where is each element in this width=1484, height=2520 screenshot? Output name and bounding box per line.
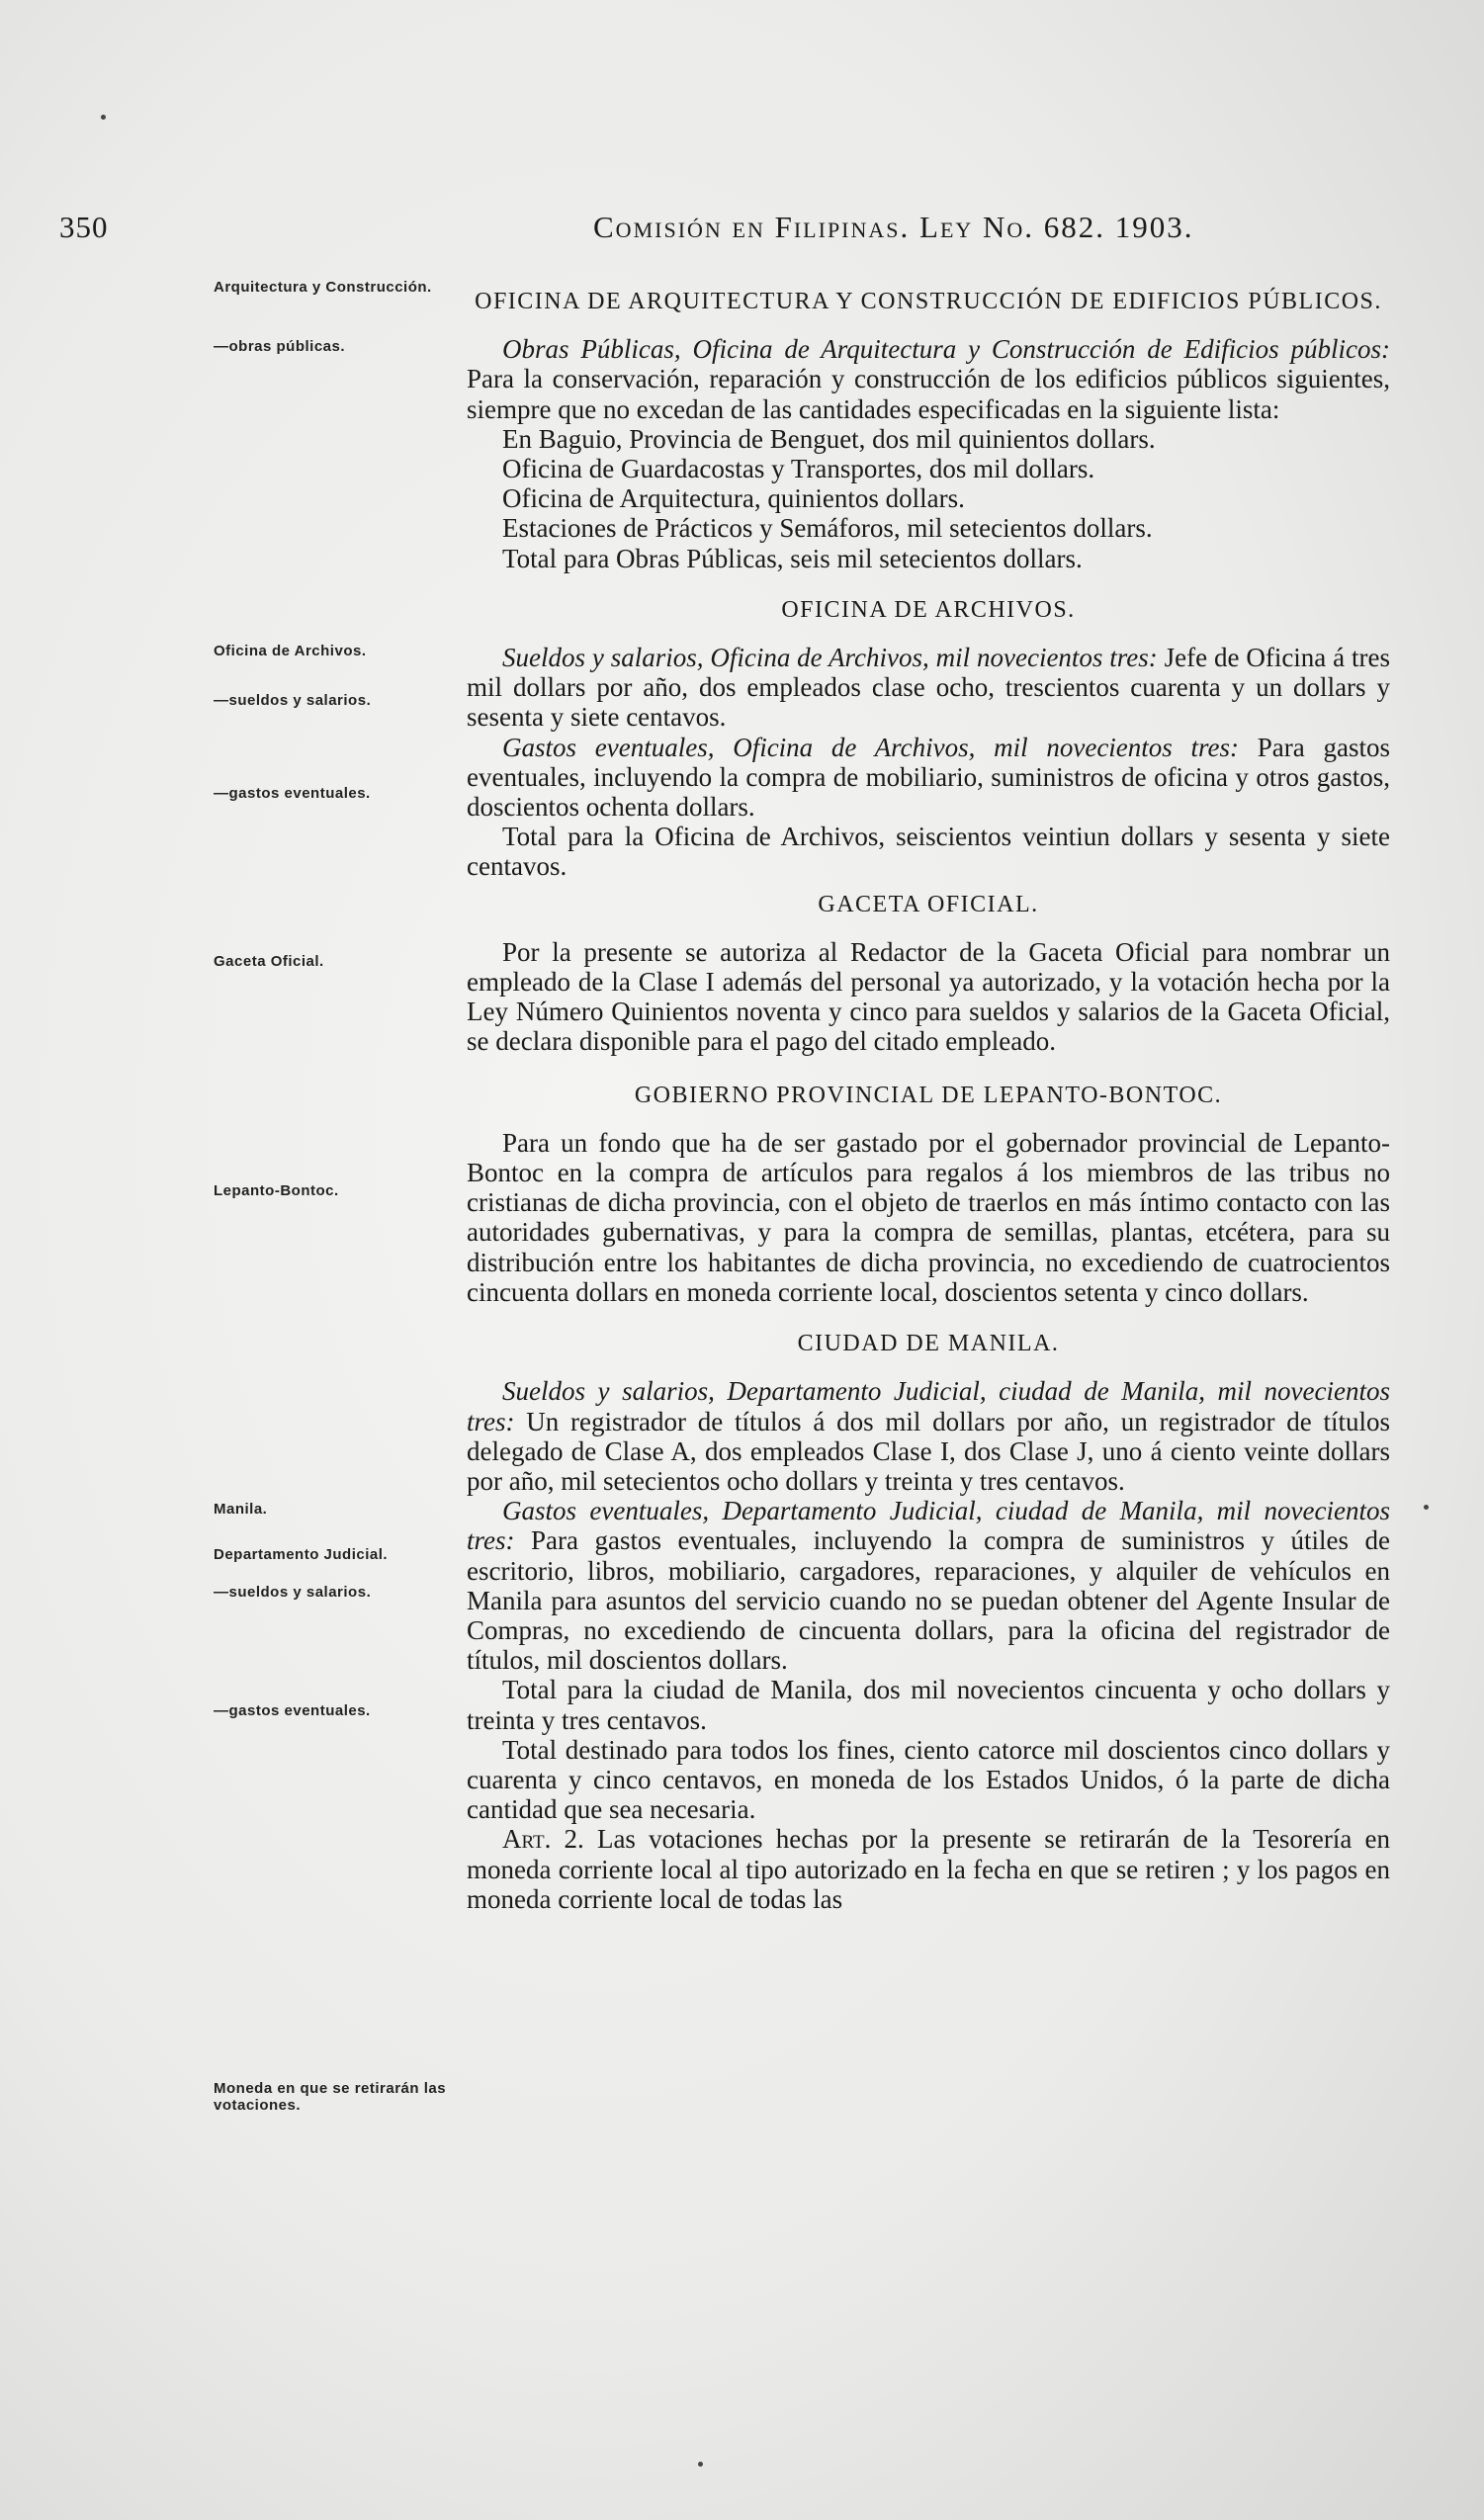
- list-item: Total para Obras Públicas, seis mil setecientos dollars.: [502, 543, 1083, 573]
- section-heading: GACETA OFICIAL.: [818, 891, 1039, 917]
- running-head: Comisión en Filipinas. Ley No. 682. 1903.: [593, 210, 1194, 244]
- paragraph-lead: Obras Públicas, Oficina de Arquitectura y Construcción de Edificios públicos:: [502, 334, 1390, 365]
- section-heading: CIUDAD DE MANILA.: [797, 1331, 1060, 1357]
- page-number: 350: [59, 210, 109, 244]
- paragraph-text: Las votaciones hechas por la presente se retirarán de la Tesorería en moneda corriente local al tipo autorizado en la fecha en que se retiren ; y los pagos en moneda corriente local de todas las: [467, 1824, 1390, 1914]
- paragraph: [467, 334, 1390, 424]
- paragraph-text: Jefe de Oficina á tres mil dollars por año, dos empleados clase ocho, trescientos cuarenta y un dollars y sesenta y siete centavos.: [467, 643, 1390, 733]
- margin-note: —sueldos y salarios.: [214, 1584, 372, 1601]
- list-item: En Baguio, Provincia de Benguet, dos mil quinientos dollars.: [502, 423, 1156, 454]
- section-heading: OFICINA DE ARQUITECTURA Y CONSTRUCCIÓN DE EDIFICIOS PÚBLICOS.: [475, 289, 1382, 314]
- scan-speck: [698, 2462, 703, 2467]
- section-heading: OFICINA DE ARCHIVOS.: [781, 596, 1076, 623]
- body-text: [467, 287, 1390, 1914]
- paragraph-lead: Sueldos y salarios, Oficina de Archivos, mil novecientos tres:: [502, 643, 1158, 673]
- article-paragraph: [467, 1824, 1390, 1914]
- paragraph-text: Para gastos eventuales, incluyendo la compra de suministros y útiles de escritorio, libros, mobiliario, cargadores, reparaciones, y alquiler de vehículos en Manila para asuntos del servicio cuando no se puedan obtener del Agente Insular de Compras, no excediendo de cincuenta dollars, para la oficina del registrador de títulos, mil doscientos dollars.: [467, 1525, 1390, 1676]
- margin-note: Departamento Judicial.: [214, 1546, 389, 1563]
- scan-speck: [1424, 1505, 1429, 1510]
- paragraph: [467, 1376, 1390, 1496]
- paragraph: Para un fondo que ha de ser gastado por el gobernador provincial de Lepanto-Bontoc en la compra de artículos para regalos á los miembros de las tribus no cristianas de dicha provincia, con el objeto de traerlos en más íntimo contacto con las autoridades gubernativas, y para la compra de semillas, plantas, etcétera, para su distribución entre los habitantes de dicha provincia, no excediendo de cuatrocientos cincuenta dollars en moneda corriente local, doscientos setenta y cinco dollars.: [467, 1127, 1390, 1307]
- list-item: Oficina de Arquitectura, quinientos dollars.: [502, 483, 965, 514]
- margin-note: Moneda en que se retirarán las votaciones.: [214, 2080, 447, 2114]
- paragraph-lead: Sueldos y salarios, Departamento Judicial, ciudad de Manila, mil novecientos tres:: [467, 1376, 1390, 1436]
- paragraph: [467, 1496, 1390, 1675]
- section-heading: GOBIERNO PROVINCIAL DE LEPANTO-BONTOC.: [634, 1082, 1223, 1108]
- margin-note: —obras públicas.: [214, 338, 346, 355]
- paragraph-text: Para gastos eventuales, incluyendo la compra de mobiliario, suministros de oficina y otros gastos, doscientos ochenta dollars.: [467, 732, 1391, 823]
- paragraph-lead: Gastos eventuales, Departamento Judicial, ciudad de Manila, mil novecientos tres:: [467, 1496, 1390, 1556]
- paragraph: [467, 643, 1390, 733]
- margin-note: —sueldos y salarios.: [214, 692, 372, 709]
- list-item: Oficina de Guardacostas y Transportes, dos mil dollars.: [502, 454, 1095, 484]
- paragraph-text: Para la conservación, reparación y construcción de los edificios públicos siguientes, siempre que no excedan de las cantidades especificadas en la siguiente lista:: [467, 364, 1390, 424]
- margin-note: Manila.: [214, 1501, 268, 1518]
- margin-notes: [0, 0, 475, 2520]
- margin-note: Lepanto-Bontoc.: [214, 1182, 339, 1199]
- article-label: Art. 2.: [502, 1824, 584, 1855]
- paragraph: Total destinado para todos los fines, ciento catorce mil doscientos cinco dollars y cuarenta y cinco centavos, en moneda de los Estados Unidos, ó la parte de dicha cantidad que sea necesaria.: [467, 1734, 1390, 1825]
- paragraph: [467, 733, 1390, 823]
- list-item: Estaciones de Prácticos y Semáforos, mil setecientos dollars.: [502, 513, 1153, 544]
- paragraph-text: Un registrador de títulos á dos mil dollars por año, un registrador de títulos delegado de Clase A, dos empleados Clase I, dos Clase J, uno á ciento veinte dollars por año, mil setecientos ocho dollars y treinta y tres centavos.: [467, 1406, 1390, 1496]
- paragraph: Total para la ciudad de Manila, dos mil novecientos cincuenta y ocho dollars y treinta y tres centavos.: [467, 1675, 1390, 1735]
- margin-note: Arquitectura y Construcción.: [214, 279, 432, 296]
- paragraph-lead: Gastos eventuales, Oficina de Archivos, mil novecientos tres:: [502, 732, 1240, 762]
- margin-note: Oficina de Archivos.: [214, 643, 367, 659]
- margin-note: —gastos eventuales.: [214, 785, 371, 802]
- margin-note: Gaceta Oficial.: [214, 953, 324, 970]
- paragraph: Total para la Oficina de Archivos, seiscientos veintiun dollars y sesenta y siete centavos.: [467, 822, 1390, 882]
- paragraph: Por la presente se autoriza al Redactor de la Gaceta Oficial para nombrar un empleado de la Clase I además del personal ya autorizado, y la votación hecha por la Ley Número Quinientos noventa y cinco para sueldos y salarios de la Gaceta Oficial, se declara disponible para el pago del citado empleado.: [467, 936, 1390, 1057]
- margin-note: —gastos eventuales.: [214, 1702, 371, 1719]
